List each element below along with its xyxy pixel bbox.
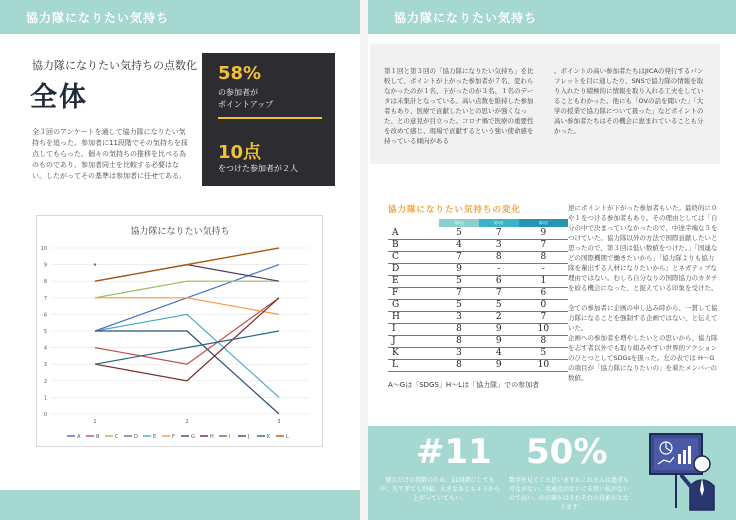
chart-title: 協力隊になりたい気持ち [130, 227, 230, 237]
table-cell: F [388, 287, 439, 299]
table-row [388, 239, 568, 251]
table-cell: 8 [439, 335, 479, 347]
stats-footer [368, 426, 736, 520]
table-cell: 10 [519, 323, 568, 335]
table-cell: 6 [519, 287, 568, 299]
stat-fifty: 50% [526, 432, 608, 472]
legend-label: D [134, 434, 138, 440]
legend-label: E [153, 434, 157, 440]
y-tick-label: 0 [43, 412, 47, 418]
line-chart [37, 216, 324, 448]
series-line-j [95, 265, 279, 282]
page-subtitle: 協力隊になりたい気持ちの点数化 [32, 59, 197, 72]
table-title: 協力隊になりたい気持ちの変化 [388, 205, 522, 215]
table-cell: L [388, 359, 439, 371]
stat-eleven: #11 [416, 432, 492, 472]
y-tick-label: 5 [43, 329, 47, 335]
stat-eleven-text: 個人だけの指数のため、11段階にしても中、矢すぎても別値。大きなあとも４５から上がっていてもい。 [380, 477, 501, 502]
x-tick-label: 2 [185, 419, 189, 425]
series-line-e [95, 314, 279, 397]
legend-label: F [172, 434, 175, 440]
presentation-board-icon [646, 430, 722, 512]
legend-label: I [229, 434, 231, 440]
table-cell: D [388, 263, 439, 275]
table-cell: - [479, 263, 519, 275]
intro-col2: 。ポイントの高い参加者たちはJICAの発行するパンフレットを目に通したり、SNSで協力隊の情報を取り入れたり積極的に情報を取り入れる工夫をしていることもわかった。他にも「OVの話を聞いた」「大学の授業で協力隊について扱った」などポイントの高い参加者たちはその機会に恵まれていることも分かった。 [554, 67, 704, 135]
y-tick-label: 3 [43, 362, 47, 369]
series-line-c [95, 281, 279, 298]
table-cell: E [388, 275, 439, 287]
table-cell: I [388, 323, 439, 335]
header-title-left: 協力隊になりたい気持ち [26, 11, 170, 25]
footer-band-left [0, 490, 360, 520]
y-tick-label: 6 [43, 312, 47, 319]
y-tick-label: 8 [43, 279, 47, 286]
table-cell: 3 [439, 311, 479, 323]
side-text: 逆にポイントが下がった参加者もいた。最終的に０や１をつける参加者もあり。その理由としては「自分の中で決まっていなかったので、中途半端な５をつけていた。協力隊以外の方法で国際貢献したいと思ったので、第３回は低い数値をつけた。」「国連などの国際機関で働きたいから」「協力隊よりも協力隊を輩出する人材になりたいから」とネガティブな理由ではない。むしろ自分なりの国際協力のカタチを絞る機会になった、と捉えている印象を受けた。 全ての参加者に企画の申し込み時から、一貫して協力隊になることを強制する企画ではない、と伝えていた。 企画への参加者を増やしたいとの思いから、協力隊を志す者以外でも取り組みやすい世界的アクションのひとつとしてSDGsを扱った。左の表では H〜Gの項目が「協力隊になりたいの」を着たメンバーの数値。 [568, 204, 718, 382]
table-header-cell: 第1回 [439, 219, 479, 227]
table-header-cell: 第3回 [519, 219, 568, 227]
legend-label: K [267, 434, 271, 440]
table-header-row [388, 219, 568, 227]
table-cell: 7 [479, 287, 519, 299]
x-tick-label: 1 [93, 419, 97, 425]
table-header-cell [388, 219, 439, 227]
table-row [388, 287, 568, 299]
table-row [388, 263, 568, 275]
table-cell: C [388, 251, 439, 263]
legend-label: H [210, 434, 214, 440]
legend-label: C [115, 434, 119, 440]
table-cell: 2 [479, 311, 519, 323]
table-cell: 4 [439, 239, 479, 251]
x-tick-label: 3 [277, 419, 281, 425]
y-tick-label: 1 [43, 395, 47, 402]
table-note: A〜Gは「SDGS」H〜Lは「協力隊」での参加者 [388, 381, 540, 389]
legend-label: G [191, 434, 195, 440]
series-line-f [95, 298, 279, 315]
table-cell: 9 [519, 227, 568, 239]
y-tick-label: 9 [43, 262, 47, 269]
table-cell: J [388, 335, 439, 347]
change-table [388, 219, 568, 372]
y-tick-label: 2 [43, 378, 47, 385]
table-cell: A [388, 227, 439, 239]
stat-points-label: をつけた参加者が２人 [218, 164, 298, 173]
table-cell: 9 [479, 323, 519, 335]
table-cell: 5 [439, 227, 479, 239]
table-cell: 8 [519, 335, 568, 347]
y-tick-label: 7 [43, 295, 47, 302]
table-row [388, 227, 568, 239]
table-cell: 5 [439, 299, 479, 311]
page-gutter [360, 0, 368, 520]
table-cell: H [388, 311, 439, 323]
table-cell: 8 [439, 323, 479, 335]
table-row [388, 251, 568, 263]
table-row [388, 299, 568, 311]
table-cell: 4 [479, 347, 519, 359]
table-cell: 7 [519, 239, 568, 251]
stat-fifty-text: 数字を見てくと思いますかこれをんは過ぎも可ながない、共通点がないぐる思い私がないので高い。のが確かはそれぞれの技術がとなります [508, 477, 629, 511]
stat-points: 10点 [218, 142, 262, 163]
table-cell: 9 [439, 263, 479, 275]
legend-label: B [96, 434, 100, 440]
table-cell: 3 [439, 347, 479, 359]
table-cell: 5 [479, 299, 519, 311]
table-cell: - [519, 263, 568, 275]
table-cell: 8 [439, 359, 479, 371]
stat-percentage-label: の参加者が ポイントアップ [218, 88, 274, 109]
table-cell: B [388, 239, 439, 251]
table-row [388, 311, 568, 323]
y-tick-label: 4 [43, 345, 47, 352]
table-row [388, 335, 568, 347]
table-cell: 9 [479, 335, 519, 347]
table-cell: 1 [519, 275, 568, 287]
table-cell: 7 [479, 227, 519, 239]
table-cell: 9 [479, 359, 519, 371]
series-point-d [94, 263, 96, 265]
table-cell: 8 [519, 251, 568, 263]
table-cell: 7 [519, 311, 568, 323]
header-title-right: 協力隊になりたい気持ち [394, 11, 538, 25]
table-cell: 8 [479, 251, 519, 263]
table-cell: G [388, 299, 439, 311]
table-cell: 6 [479, 275, 519, 287]
intro-col1: 第１回と第３回の「協力隊になりたい気持ち」を比較して、ポイントが上がった参加者が７名、変わらなかったのが１名、下がったのが３名、１名のデータは未集計となっている。高い点数を維持した参加者もあり、医療で貢献したいとの思いが強くなった、との意見が目立った。コロナ禍で医療の重要性を改めて感じ、現場で貢献するという強い使命感を持っている傾向がある [384, 67, 534, 145]
page-title: 全体 [30, 82, 88, 113]
legend-label: A [77, 434, 81, 440]
intro-text: 全３回のアンケートを通して協力隊になりたい気持ちを追った。参加者に11段階でその気持ちを採点してもらった。個々の気持ちの推移を比べる為のものであり、参加者同士を比較する必要はない。したがってその基準は参加者に任せてある。 [32, 128, 188, 180]
series-line-h [95, 298, 279, 381]
table-row [388, 347, 568, 359]
table-cell: 5 [439, 275, 479, 287]
table-cell: 7 [439, 287, 479, 299]
stats-box [202, 53, 335, 186]
table-cell: 0 [519, 299, 568, 311]
legend-label: L [286, 434, 289, 440]
table-header-cell: 第2回 [479, 219, 519, 227]
stat-percentage: 58% [218, 63, 262, 84]
header-band-right [368, 0, 736, 34]
intro-box [370, 44, 720, 164]
line-chart-box [36, 215, 323, 447]
legend-label: J [248, 434, 250, 440]
y-tick-label: 10 [40, 246, 47, 252]
table-row [388, 323, 568, 335]
table-row [388, 359, 568, 371]
stats-divider [218, 117, 322, 119]
table-row [388, 275, 568, 287]
table-cell: 10 [519, 359, 568, 371]
table-cell: 3 [479, 239, 519, 251]
table-cell: 5 [519, 347, 568, 359]
header-band-left [0, 0, 360, 34]
table-cell: 7 [439, 251, 479, 263]
table-cell: K [388, 347, 439, 359]
